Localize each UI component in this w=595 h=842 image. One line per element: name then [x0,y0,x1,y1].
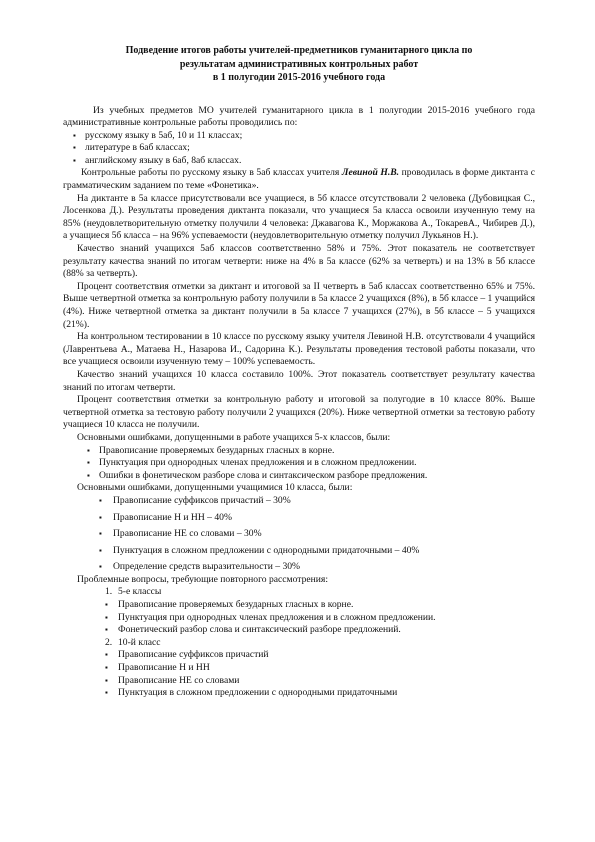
problem-group-10 [63,637,535,650]
list-item: ▪ Фонетический разбор слова и синтаксический разборе предложений. [63,624,535,637]
title-line-2: результатам административных контрольных работ [179,58,419,70]
list-item: ▪ Пунктуация в сложном предложении с однородными придаточными – 40% [63,545,535,558]
errors-5-list [63,445,535,483]
list-item: ▪ Правописание Н и НН – 40% [63,512,535,525]
list-item: ▪ Правописание суффиксов причастий – 30% [63,495,535,508]
dictation-result-paragraph: На диктанте в 5а классе присутствовали все учащиеся, в 5б классе отсутствовали 2 человека (Дубовицкая С., Лосенкова Д.). Результаты проведения диктанта показали, что учащиеся 5а класса освоили изученную тему на 85% (неудовлетворительную отметку получили 4 человека: Джавагова К., Моржакова А., ТокаревА., Чибирев Д.), а учащиеся 5б класса – на 96% успеваемости (неудовлетворительную отметку получил Лукьянов Н.). [63,192,535,242]
list-item: ▪ Определение средств выразительности – 30% [63,561,535,574]
document-title [63,44,535,85]
list-item: ▪ Правописание Н и НН [63,662,535,675]
russian-paragraph [63,167,535,192]
list-item: ▪ Правописание проверяемых безударных гласных в корне. [63,599,535,612]
problem-label: 5-е классы [118,586,162,598]
list-item: ▪ Пунктуация при однородных членах предложения и в сложном предложении. [63,457,535,470]
russian-text-start: Контрольные работы по русскому языку в 5аб классах учителя [81,167,342,179]
list-item: ▪ литературе в 6аб классах; [63,142,535,155]
quality-10-paragraph: Качество знаний учащихся 10 класса составило 100%. Этот показатель соответствует результату качества знаний по итогам четверти. [63,368,535,393]
russian-text-end: проводилась в форме диктанта с грамматическим заданием по теме «Фонетика». [63,167,535,192]
list-item: ▪ Правописание НЕ со словами [63,675,535,688]
errors-5-heading: Основными ошибками, допущенными в работе учащихся 5-х классов, были: [77,431,391,443]
problem-label: 10-й класс [118,636,161,648]
problems-list [63,586,535,699]
list-item: ▪ Пунктуация в сложном предложении с однородными придаточными [63,687,535,700]
teacher-name: Левиной Н.В. [341,167,400,179]
problem-group-5 [63,586,535,599]
list-item: ▪ Правописание проверяемых безударных гласных в корне. [63,445,535,458]
correlation-5-paragraph: Процент соответствия отметки за диктант и итоговой за II четверть в 5аб классах соответственно 65% и 75%. Выше четвертной отметка за контрольную работу получили в 5а классе 2 учащихся (8%), в 5б классе – 1 учащийся (4%). Ниже четвертной отметка за диктант получили в 5а классе 7 учащихся (27%), в 5б классе – 5 учащихся (21%). [63,280,535,330]
list-item: ▪ Пунктуация при однородных членах предложения и в сложном предложении. [63,612,535,625]
intro-paragraph: Из учебных предметов МО учителей гуманитарного цикла в 1 полугодии 2015-2016 учебного года административные контрольные работы проводились по: [63,104,535,129]
problems-heading: Проблемные вопросы, требующие повторного рассмотрения: [77,573,328,585]
title-line-3: в 1 полугодии 2015-2016 учебного года [212,72,386,83]
list-item: ▪ английскому языку в 6аб, 8аб классах. [63,155,535,168]
list-item: ▪ Правописание НЕ со словами – 30% [63,528,535,541]
problem-number: 2. [105,636,113,648]
list-item: ▪ Правописание суффиксов причастий [63,649,535,662]
problem-number: 1. [105,586,113,598]
test-10-paragraph: На контрольном тестировании в 10 классе по русскому языку учителя Левиной Н.В. отсутствовали 4 учащийся (Лаврентьева А., Матаева Н., Назарова И., Садорина К.). Результаты проведения тестовой работы показали, что все учащиеся освоили изученную тему – 100% успеваемость. [63,331,535,368]
title-line-1: Подведение итогов работы учителей-предметников гуманитарного цикла по [125,45,473,56]
list-item: ▪ русскому языку в 5аб, 10 и 11 классах; [63,130,535,143]
subjects-list [63,130,535,168]
correlation-10-paragraph: Процент соответствия отметки за контрольную работу и итоговой за полугодие в 10 классе 80%. Выше четвертной отметка за тестовую работу получили 2 учащихся (20%). Ниже четвертной отметки за тестовую работу учащиеся 10 класса не получили. [63,394,535,431]
errors-10-list [63,495,535,574]
list-item: ▪ Ошибки в фонетическом разборе слова и синтаксическом разборе предложения. [63,470,535,483]
quality-5-paragraph: Качество знаний учащихся 5аб классов соответственно 58% и 75%. Этот показатель не соответствует результату качества знаний по итогам четверти: ниже на 4% в 5а классе (62% за четверть) и на 13% в 5б классе (88% за четверть). [63,243,535,280]
errors-10-heading: Основными ошибками, допущенными учащимися 10 класса, были: [77,482,353,494]
